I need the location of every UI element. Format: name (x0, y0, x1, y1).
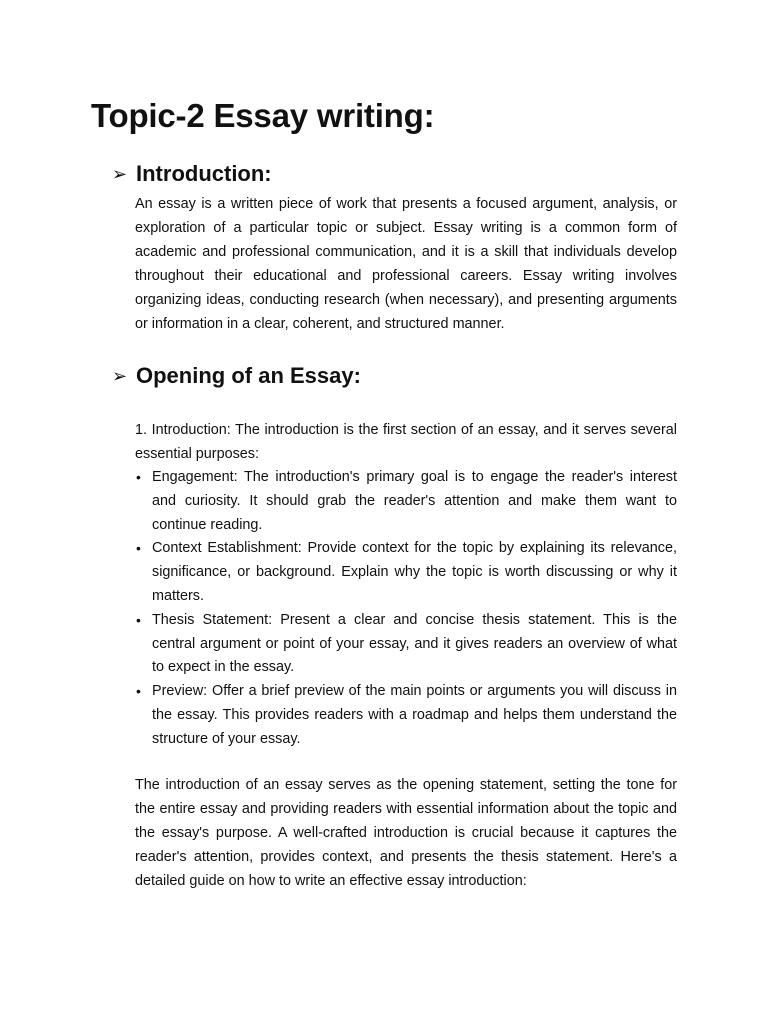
list-item-text: Context Establishment: Provide context for the topic by explaining its relevance, significance, or background. Explain why the topic is worth discussing or why it matters. (152, 540, 677, 604)
list-item (135, 466, 677, 537)
section-heading-introduction (112, 159, 272, 189)
section-heading-label: Opening of an Essay: (136, 363, 361, 388)
closing-paragraph: The introduction of an essay serves as the opening statement, setting the tone for the entire essay and providing readers with essential information about the topic and the essay's purpose. A well-crafted introduction is crucial because it captures the reader's attention, provides context, and presents the thesis statement. Here's a detailed guide on how to write an effective essay introduction: (135, 777, 677, 889)
list-item (135, 680, 677, 751)
arrow-right-icon: ➢ (112, 164, 128, 184)
arrow-right-icon: ➢ (112, 366, 128, 386)
section-heading-label: Introduction: (136, 161, 272, 186)
list-item-text: Engagement: The introduction's primary goal is to engage the reader's interest and curiosity. It should grab the reader's attention and make them want to continue reading. (152, 469, 677, 533)
introduction-paragraph: An essay is a written piece of work that presents a focused argument, analysis, or exploration of a particular topic or subject. Essay writing is a common form of academic and professional communication, and it is a skill that individuals develop throughout their educational and professional careers. Essay writing involves organizing ideas, conducting research (when necessary), and presenting arguments or information in a clear, coherent, and structured manner. (135, 196, 677, 332)
bullet-dot-icon: • (136, 540, 141, 557)
numbered-lead-paragraph: 1. Introduction: The introduction is the first section of an essay, and it serves several essential purposes: (135, 422, 677, 462)
page-title: Topic-2 Essay writing: (91, 97, 435, 134)
list-item (135, 537, 677, 608)
bullet-dot-icon: • (136, 469, 141, 485)
list-item (135, 609, 677, 680)
bullet-dot-icon: • (136, 683, 141, 700)
purposes-bullet-list (135, 466, 677, 752)
list-item-text: Preview: Offer a brief preview of the main points or arguments you will discuss in the essay. This provides readers with a roadmap and helps them understand the structure of your essay. (152, 683, 677, 747)
bullet-dot-icon: • (136, 611, 141, 628)
list-item-text: Thesis Statement: Present a clear and concise thesis statement. This is the central argument or point of your essay, and it gives readers an overview of what to expect in the essay. (152, 611, 677, 676)
section-heading-opening (112, 361, 361, 391)
